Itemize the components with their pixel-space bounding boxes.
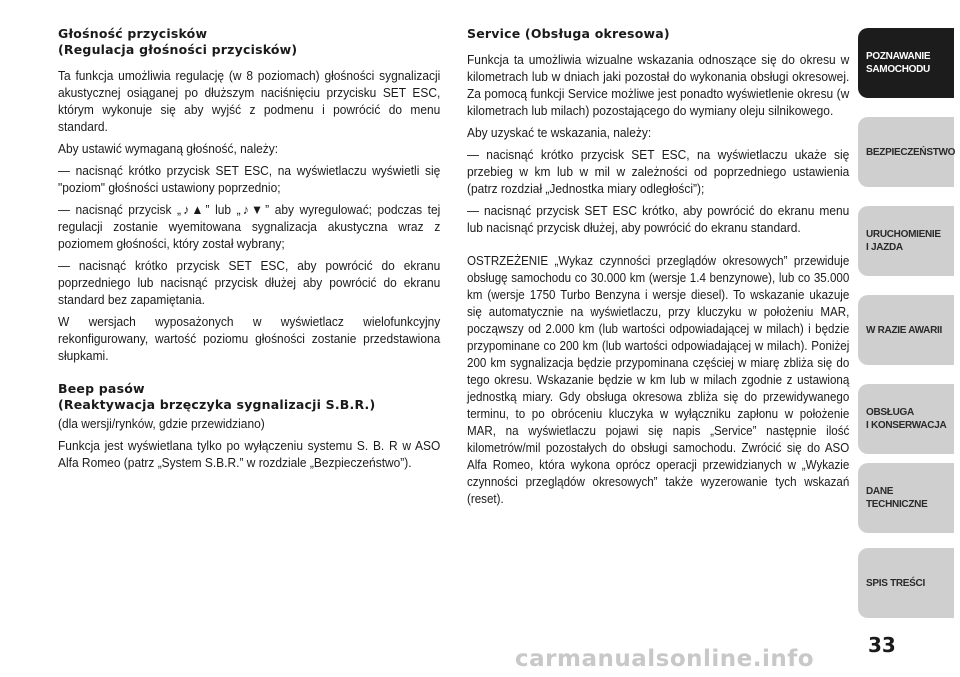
heading-line-1: Głośność przycisków [58, 26, 208, 41]
heading-belt-beep [58, 381, 441, 413]
tab-label: W RAZIE AWARII [866, 324, 942, 336]
chapter-tabs [858, 0, 960, 677]
paragraph: — nacisnąć krótko przycisk SET ESC, aby powrócić do ekranu poprzedniego lub nacisnąć przycisk dłużej aby powrócić do ekranu standard bez zapamiętania. [58, 258, 441, 307]
paragraph: Ta funkcja umożliwia regulację (w 8 poziomach) głośności sygnalizacji akustycznej osiąganej po dłuższym naciśnięciu przycisku SET ESC, którym wykonuje się aby wyjść z podmenu i powrócić do menu standard. [58, 68, 441, 134]
tab-label: BEZPIECZEŃSTWO [866, 146, 956, 158]
paragraph: Funkcja jest wyświetlana tylko po wyłączeniu systemu S. B. R w ASO Alfa Romeo (patrz „System S.B.R.” w rozdziale „Bezpieczeństwo”). [58, 438, 441, 470]
tab-spis-tresci[interactable] [858, 548, 954, 618]
heading-service: Service (Obsługa okresowa) [467, 26, 670, 41]
page-number: 33 [868, 633, 896, 657]
watermark: carmanualsonline.info [515, 646, 815, 672]
paragraph: Funkcja ta umożliwia wizualne wskazania odnoszące się do okresu w kilometrach lub w dniach jaki pozostał do wykonania obsługi okresowej. Za pomocą funkcji Service możliwe jest ponadto wyświetlenie okresu (w kilometrach lub milach) pozostającego do wymiany oleju silnikowego. [467, 52, 850, 118]
subheading-note: (dla wersji/rynków, gdzie przewidziano) [58, 416, 265, 431]
paragraph: — nacisnąć przycisk SET ESC krótko, aby powrócić do ekranu menu lub nacisnąć przycisk dłużej, aby powrócić do ekranu standard. [467, 203, 850, 235]
tab-poznawanie-samochodu[interactable] [858, 28, 954, 98]
paragraph: W wersjach wyposażonych w wyświetlacz wielofunkcyjny rekonfigurowany, wartość poziomu głośności zostanie przedstawiona słupkami. [58, 314, 441, 363]
tab-dane-techniczne[interactable] [858, 463, 954, 533]
tab-label: OBSŁUGA I KONSERWACJA [866, 407, 947, 431]
tab-label: URUCHOMIENIE I JAZDA [866, 229, 941, 253]
left-column [58, 26, 441, 476]
tab-obsluga-i-konserwacja[interactable] [858, 384, 954, 454]
paragraph: — nacisnąć krótko przycisk SET ESC, na wyświetlaczu ukaże się przebieg w km lub w mil w zależności od poprzedniego ustawienia (patrz rozdział „Jednostka miary odległości”); [467, 147, 850, 196]
heading-line-1: Beep pasów [58, 381, 145, 396]
tab-label: SPIS TREŚCI [866, 577, 925, 589]
heading-line-2: (Reaktywacja brzęczyka sygnalizacji S.B.R.) [58, 397, 376, 412]
tab-bezpieczenstwo[interactable] [858, 117, 954, 187]
paragraph: — nacisnąć przycisk „♪▲” lub „♪▼” aby wyregulować; podczas tej regulacji zostanie wyemitowana sygnalizacja akustyczna wraz z poziomem głośności, który został wybrany; [58, 202, 441, 251]
right-column [467, 26, 850, 513]
tab-label: DANE TECHNICZNE [866, 486, 928, 510]
heading-button-volume [58, 26, 441, 58]
heading-line-2: (Regulacja głośności przycisków) [58, 42, 298, 57]
paragraph: — nacisnąć krótko przycisk SET ESC, na wyświetlaczu wyświetli się "poziom" głośności ustawiony poprzednio; [58, 163, 441, 195]
tab-w-razie-awarii[interactable] [858, 295, 954, 365]
warning-paragraph: OSTRZEŻENIE „Wykaz czynności przeglądów okresowych” przewiduje obsługę samochodu co 30.000 km (wersje 1.4 benzynowe), lub co 35.000 km (wersje 1750 Turbo Benzyna i wersje diesel). To wskazanie ukazuje się automatycznie na wyświetlaczu, przy kluczyku w położeniu MAR, począwszy od 2.000 km (lub wartości odpowiadającej w milach) i będzie przypominane co 200 km (lub wartości odpowiadającej w milach). Poniżej 200 km sygnalizacja będzie przypominana częściej w miarę zbliża się do tego okresu. Wskazanie będzie w km lub w milach zgodnie z ustawioną jednostką miary. Gdy obsługa okresowa zbliża się do przewidywanego terminu, to po obróceniu kluczyka w wyłączniku zapłonu w położenie MAR, na wyświetlaczu pojawi się napis „Service” następnie ilość kilometrów/mil pozostałych do obsługi samochodu. Zwrócić się do ASO Alfa Romeo, która wykona oprócz operacji przewidzianych w „Wykazie czynności przeglądów okresowych” także wyzerowanie tych wskazań (reset). [467, 254, 850, 506]
paragraph: Aby uzyskać te wskazania, należy: [467, 125, 652, 140]
tab-uruchomienie-i-jazda[interactable] [858, 206, 954, 276]
tab-label: POZNAWANIE SAMOCHODU [866, 51, 931, 75]
paragraph: Aby ustawić wymaganą głośność, należy: [58, 141, 279, 156]
